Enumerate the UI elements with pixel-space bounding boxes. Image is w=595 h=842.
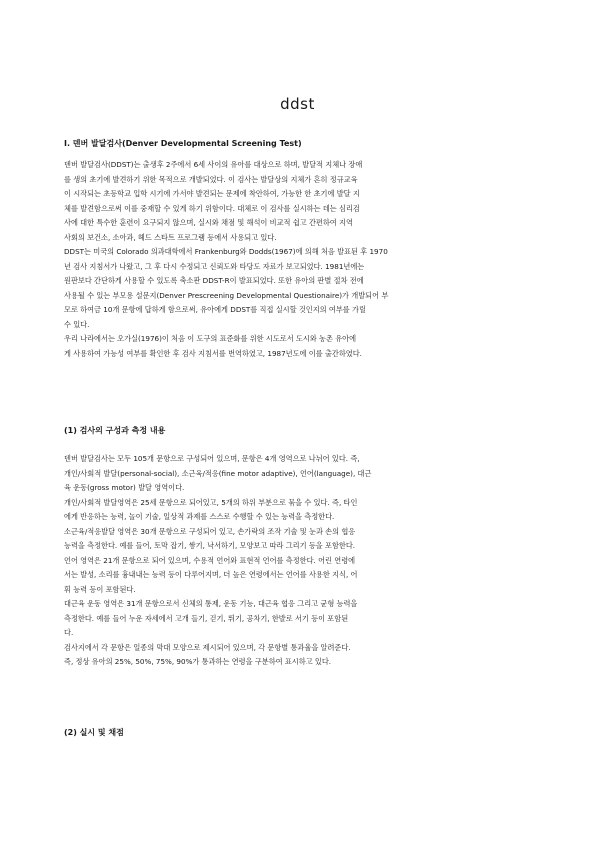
- text-line: 즉, 정상 유아의 25%, 50%, 75%, 90%가 통과하는 연령을 구분하여 표시하고 있다.: [64, 657, 332, 666]
- text-line: 휘 능력 등이 포함된다.: [64, 584, 136, 594]
- text-line: 능력을 측정한다. 예를 들어, 토막 잡기, 쌓기, 낙서하기, 모양보고 따라 그리기 등을 포함한다.: [64, 541, 356, 550]
- text-line: 사에 대한 특수한 훈련이 요구되지 않으며, 실시와 채점 및 해석이 비교적 쉽고 간편하여 지역: [64, 218, 353, 227]
- text-line: 체를 발견함으로써 이를 중재할 수 있게 하기 위함이다. 대체로 이 검사를 실시하는 데는 심리검: [64, 203, 360, 213]
- section-heading-composition: (1) 검사의 구성과 측정 내용: [64, 426, 166, 435]
- text-line: 대근육 운동 영역은 31개 문항으로서 신체의 통제, 운동 기능, 대근육 협응 그리고 균형 능력을: [64, 599, 358, 608]
- section-body-composition: [64, 452, 534, 670]
- text-line: 육 운동(gross motor) 발달 영역이다.: [64, 483, 185, 492]
- text-line: 년 검사 지침서가 나왔고, 그 후 다시 수정되고 신뢰도와 타당도 자료가 보고되었다. 1981년에는: [64, 261, 365, 271]
- section-body-ddst-intro: [64, 158, 534, 361]
- text-line: 소근육/적응발달 영역은 30개 문항으로 구성되어 있고, 손가락의 조작 기술 및 눈과 손의 협응: [64, 526, 356, 536]
- text-line: 모로 하여금 10개 문항에 답하게 함으로써, 유아에게 DDST를 직접 실시할 것인지의 여부를 가릴: [64, 305, 366, 314]
- text-line: 서는 발성, 소리를 흉내내는 능력 등이 다루어지며, 더 높은 연령에서는 언어를 사용한 지식, 어: [64, 570, 358, 579]
- text-line: 검사지에서 각 문항은 일종의 막대 모양으로 제시되어 있으며, 각 문항별 통과율을 알려준다.: [64, 642, 351, 652]
- text-line: 개인/사회적 발달영역은 25세 문항으로 되어있고, 5개의 하위 부분으로 묶을 수 있다. 즉, 타인: [64, 497, 358, 507]
- text-line: 사용될 수 있는 부모용 설문지(Denver Prescreening Developmental Questionaire)가 개발되어 부: [64, 290, 389, 300]
- text-line: DDST는 미국의 Colorado 의과대학에서 Frankenburg와 Dodds(1967)에 의해 처음 발표된 후 1970: [64, 247, 388, 256]
- text-line: 에게 반응하는 능력, 놀이 기술, 일상적 과제를 스스로 수행할 수 있는 능력을 측정한다.: [64, 512, 335, 521]
- section-heading-ddst: Ⅰ. 덴버 발달검사(Denver Developmental Screening Test): [64, 139, 302, 148]
- text-line: 우리 나라에서는 오가실(1976)이 처음 이 도구의 표준화를 위한 시도로서 도시와 농촌 유아에: [64, 334, 357, 343]
- document-title: ddst: [280, 95, 315, 113]
- text-line: 측정한다. 예를 들어 누운 자세에서 고개 들기, 걷기, 뛰기, 공차기, 한발로 서기 등이 포함된: [64, 613, 349, 623]
- text-line: 게 사용하여 가능성 여부를 확인한 후 검사 지침서를 번역하였고, 1987년도에 이를 출간하였다.: [64, 348, 362, 358]
- text-line: 언어 영역은 21개 문항으로 되어 있으며, 수용적 언어와 표현적 언어를 측정한다. 어린 연령에: [64, 555, 356, 565]
- text-line: 를 생의 초기에 발견하기 위한 목적으로 개발되었다. 이 검사는 발달상의 지체가 흔히 정규교육: [64, 174, 358, 184]
- section-heading-administration: (2) 실시 및 채점: [64, 728, 124, 737]
- text-line: 다.: [64, 628, 74, 637]
- text-line: 개인/사회적 발달(personal-social), 소근육/적응(fine motor adaptive), 언어(language), 대근: [64, 468, 372, 478]
- text-line: 원판보다 간단하게 사용할 수 있도록 축소판 DDST-R이 발표되었다. 또한 유아의 판별 절차 전에: [64, 276, 364, 285]
- text-line: 덴버 발달검사(DDST)는 출생후 2주에서 6세 사이의 유아를 대상으로 하며, 발달적 지체나 장애: [64, 160, 363, 169]
- text-line: 사회의 보건소, 소아과, 헤드 스타트 프로그램 등에서 사용되고 있다.: [64, 232, 277, 242]
- text-line: 덴버 발달검사는 모두 105개 문항으로 구성되어 있으며, 문항은 4개 영역으로 나뉘어 있다. 즉,: [64, 454, 360, 463]
- text-line: 이 시작되는 초등학교 입학 시기에 가서야 발견되는 문제에 착안하여, 가능한 한 초기에 발달 지: [64, 189, 360, 198]
- text-line: 수 있다.: [64, 319, 90, 329]
